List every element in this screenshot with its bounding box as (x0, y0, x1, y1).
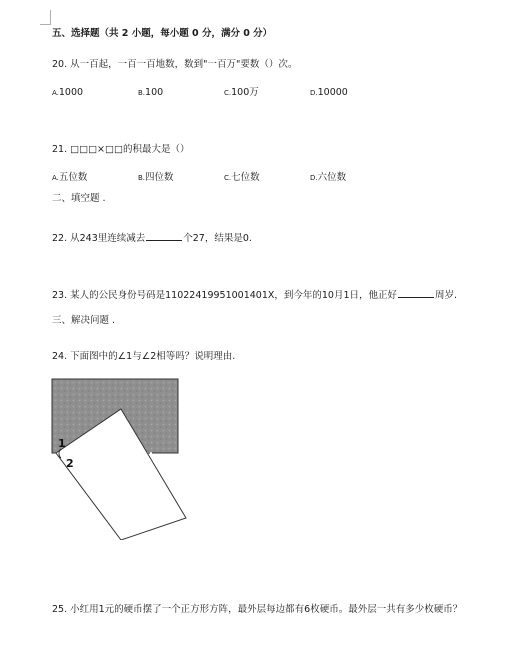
q20-option-b (138, 87, 163, 99)
q20-option-a-key: A. (52, 89, 59, 97)
angle-1-label: 1 (58, 437, 66, 450)
q20-option-a-value: 1000 (58, 87, 84, 98)
question-22-text-before: 22. 从243里连续减去 (52, 233, 146, 244)
question-21-text: 21. □□□×□□的积最大是（） (52, 144, 190, 155)
question-23 (52, 288, 457, 302)
q20-option-b-value: 100 (145, 87, 164, 98)
q20-option-c-key: C. (224, 89, 232, 97)
question-23-text-before: 23. 某人的公民身份号码是110224199510014​01X，到今年的10月1日，他正好 (52, 290, 398, 301)
question-22-text-after: 个27，结果是0. (183, 233, 252, 244)
q20-option-c (224, 87, 259, 99)
question-24-text: 24. 下面图中的∠1与∠2相等吗？说明理由. (52, 351, 236, 362)
q21-option-c (224, 172, 260, 184)
q21-option-b-value: 四位数 (145, 172, 174, 183)
q20-option-d-key: D. (310, 89, 318, 97)
q21-option-a-key: A. (52, 174, 59, 182)
question-20-text: 20. 从一百起，一百一百地数，数到"一百万"要数（）次。 (52, 59, 298, 70)
question-25-text: 25. 小红用1元的硬币摆了一个正方形方阵，最外层每边都有6枚硬币。最外层一共有多少枚硬币？ (52, 604, 463, 615)
q20-option-d (310, 87, 348, 99)
q20-option-c-value: 100万 (231, 87, 259, 98)
question-23-text-after: 周岁. (435, 290, 458, 301)
q21-option-c-value: 七位数 (231, 172, 260, 183)
page-corner-mark (40, 10, 51, 25)
q21-option-c-key: C. (224, 174, 232, 182)
q21-option-d-key: D. (310, 174, 318, 182)
angle-figure (48, 375, 198, 540)
answer-blank (398, 288, 434, 298)
angle-figure-svg (48, 375, 198, 540)
q21-option-d (310, 172, 346, 184)
q21-option-a-value: 五位数 (58, 172, 88, 183)
section-2-heading: 二、填空题 . (52, 193, 106, 204)
q21-option-a (52, 172, 87, 184)
angle-2-label: 2 (66, 457, 74, 470)
q21-option-b (138, 172, 174, 184)
section-3-heading: 三、解决问题 . (52, 315, 116, 326)
q20-option-d-value: 10000 (317, 87, 348, 98)
answer-blank (146, 231, 182, 241)
q21-option-d-value: 六位数 (317, 172, 347, 183)
q21-option-b-key: B. (138, 174, 146, 182)
question-22 (52, 231, 252, 245)
q20-option-b-key: B. (138, 89, 146, 97)
section-5-heading: 五、选择题（共 2 小题，每小题 0 分，满分 0 分） (52, 28, 273, 39)
q20-option-a (52, 87, 83, 99)
